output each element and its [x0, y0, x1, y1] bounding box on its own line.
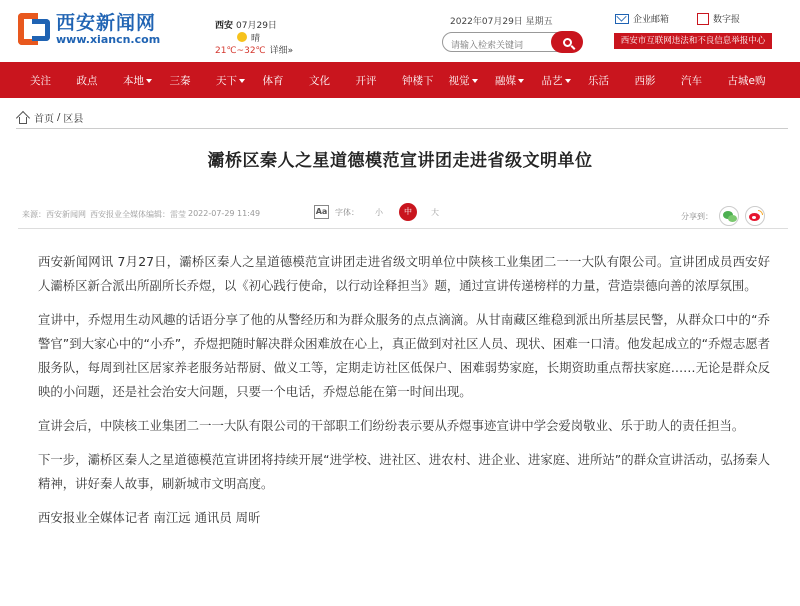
breadcrumb: [16, 108, 788, 126]
article-paragraph: 宣讲会后，中陕核工业集团二一一大队有限公司的干部职工们纷纷表示要从乔煜事迹宣讲中学会爱岗敬业、乐于助人的责任担当。: [38, 418, 745, 433]
logo-domain: www.xiancn.com: [56, 33, 161, 46]
nav-item-label: 本地: [123, 74, 144, 87]
report-center-link[interactable]: 西安市互联网违法和不良信息举报中心: [614, 33, 772, 49]
weather-city: 西安: [215, 21, 234, 31]
current-date: 2022年07月29日 星期五: [450, 17, 553, 27]
nav-item[interactable]: [635, 73, 682, 88]
share-bar: [681, 206, 765, 226]
breadcrumb-section[interactable]: 区县: [63, 113, 84, 125]
enterprise-mail-link[interactable]: 企业邮箱: [633, 15, 670, 25]
nav-item[interactable]: [123, 73, 170, 88]
nav-item-label: 品艺: [541, 74, 563, 87]
nav-item-label: 融媒: [495, 74, 516, 87]
nav-item[interactable]: [309, 73, 356, 88]
font-small-button[interactable]: 小: [375, 207, 383, 217]
nav-item-label: 钟楼下: [402, 74, 434, 87]
share-label: 分享到：: [681, 211, 713, 221]
nav-item[interactable]: [542, 73, 589, 88]
chevron-down-icon: [565, 79, 571, 83]
digital-paper-link[interactable]: 数字报: [713, 15, 741, 25]
nav-item[interactable]: [402, 73, 449, 88]
nav-item[interactable]: [588, 73, 635, 88]
mail-icon: [615, 14, 629, 24]
article-paragraph: 下一步，灞桥区秦人之星道德模范宣讲团将持续开展“进学校、进社区、进农村、进企业、进家庭、进所站”的群众宣讲活动，弘扬秦人精神，讲好秦人故事，刷新城市文明高度。: [38, 452, 770, 491]
logo-name: 西安新闻网: [56, 12, 157, 34]
article-source: 来源：西安新闻网: [22, 210, 86, 219]
article-meta: [18, 200, 788, 226]
breadcrumb-home[interactable]: 首页: [34, 113, 54, 125]
article-body: [38, 250, 770, 540]
nav-item[interactable]: [356, 73, 403, 88]
divider: [18, 228, 788, 229]
home-icon: [16, 111, 30, 124]
search-input[interactable]: [443, 37, 553, 55]
nav-item[interactable]: [263, 73, 310, 88]
font-size-icon: Aa: [314, 205, 329, 219]
weather-detail-link[interactable]: 详细»: [269, 46, 294, 56]
nav-item-label: 政点: [76, 74, 98, 87]
site-header: [0, 0, 800, 62]
article-title: 灞桥区秦人之星道德模范宣讲团走进省级文明单位: [207, 151, 593, 171]
nav-item-label: 关注: [30, 74, 51, 87]
nav-item[interactable]: [495, 73, 542, 88]
breadcrumb-separator: /: [57, 111, 61, 123]
nav-item[interactable]: [77, 73, 124, 88]
divider: [16, 128, 788, 129]
weather-widget: [215, 20, 293, 57]
chevron-down-icon: [472, 79, 478, 83]
digital-paper-icon: [697, 13, 709, 25]
nav-item-label: 视觉: [448, 74, 470, 87]
article-author: 西安报业全媒体记者 南江远 通讯员 周昕: [38, 510, 261, 525]
nav-item[interactable]: [216, 73, 263, 88]
font-medium-button[interactable]: 中: [399, 203, 417, 221]
search-icon: [563, 38, 572, 47]
article-editor: 西安报业全媒体编辑：雷莹: [90, 210, 186, 219]
top-links: [615, 12, 740, 25]
site-logo[interactable]: [18, 12, 160, 46]
font-size-control: [314, 203, 439, 221]
nav-item-label: 开评: [355, 74, 377, 87]
chevron-down-icon: [518, 79, 524, 83]
nav-item[interactable]: [449, 73, 496, 88]
nav-item[interactable]: [728, 73, 766, 88]
weather-temp: 21℃~32℃: [215, 46, 266, 56]
weibo-share-icon[interactable]: [745, 206, 765, 226]
nav-item-label: 天下: [216, 74, 237, 87]
font-large-button[interactable]: 大: [431, 207, 439, 217]
chevron-down-icon: [239, 79, 245, 83]
nav-item-label: 西影: [634, 74, 656, 87]
search-button[interactable]: [551, 31, 583, 53]
font-size-label: 字体：: [335, 207, 359, 217]
nav-item[interactable]: [170, 73, 217, 88]
main-nav: [0, 62, 800, 98]
wechat-share-icon[interactable]: [719, 206, 739, 226]
nav-item[interactable]: [681, 73, 728, 88]
nav-item-label: 文化: [309, 74, 330, 87]
nav-item-label: 三秦: [169, 74, 191, 87]
article-paragraph: 西安新闻网讯 7月27日，灞桥区秦人之星道德模范宣讲团走进省级文明单位中陕核工业集团二一一大队有限公司。宣讲团成员西安好人灞桥区新合派出所副所长乔煜，以《初心践行使命，以行动诠释担当》题，通过宣讲传递榜样的力量，营造崇德向善的浓厚氛围。: [38, 254, 770, 293]
weather-condition: 晴: [251, 34, 261, 44]
nav-item[interactable]: [30, 73, 77, 88]
sun-icon: [237, 32, 247, 42]
nav-item-label: 古城e购: [727, 74, 766, 87]
search-box: [442, 32, 582, 52]
nav-item-label: 体育: [262, 74, 284, 87]
logo-mark-icon: [18, 13, 50, 45]
weather-date: 07月29日: [236, 21, 277, 31]
article-paragraph: 宣讲中，乔煜用生动风趣的话语分享了他的从警经历和为群众服务的点点滴滴。从甘南藏区维稳到派出所基层民警，从群众口中的“乔警官”到大家心中的“小乔”，乔煜把随时解决群众困难放在心上，真正做到对社区人员、现状、困难一口清。他发起成立的“乔煜志愿者服务队，每周到社区居家养老服务站帮厨、做义工等，定期走访社区低保户、困难弱势家庭，长期资助重点帮扶家庭……无论是群众反映的小问题，还是社会治安大问题，只要一个电话，乔煜总能在第一时间出现。: [38, 312, 770, 399]
nav-item-label: 乐活: [588, 74, 609, 87]
article-time: 2022-07-29 11:49: [188, 209, 261, 218]
nav-item-label: 汽车: [681, 74, 702, 87]
chevron-down-icon: [146, 79, 152, 83]
